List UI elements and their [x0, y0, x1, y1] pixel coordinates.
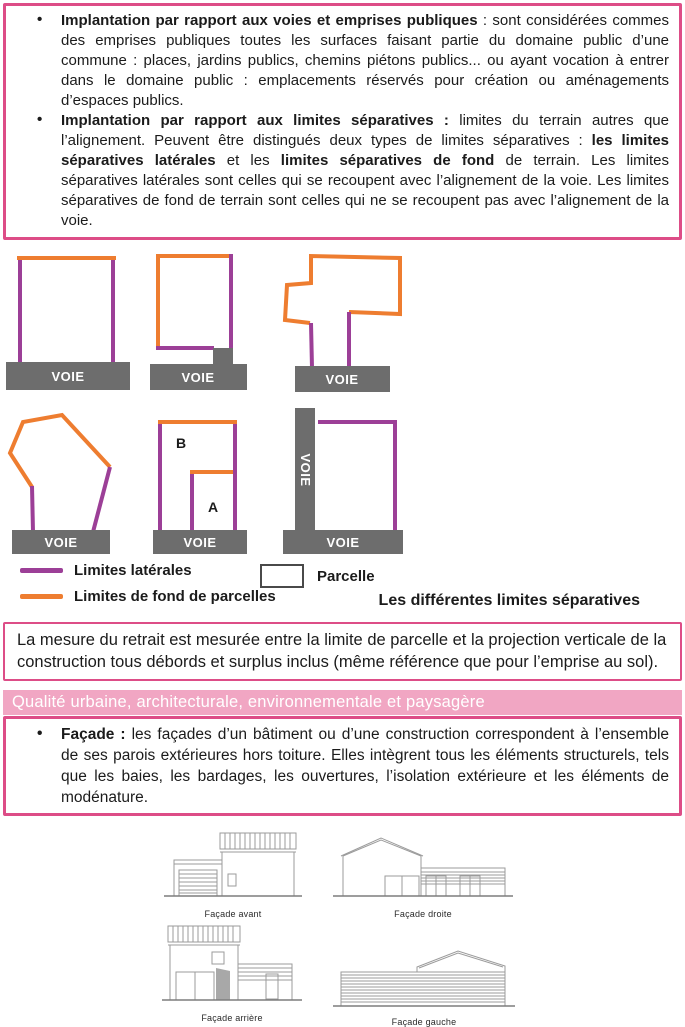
parcel-diagram-6 [283, 408, 403, 554]
definition-term: Façade : [61, 726, 126, 743]
long-wall [341, 972, 505, 1006]
definition-item-voies [12, 11, 669, 111]
facade-gauche-figure [333, 948, 515, 1027]
document-page [0, 3, 685, 1027]
definition-text: et les [215, 152, 281, 169]
lot-a-label: A [207, 499, 219, 515]
fond-limit-line [285, 256, 400, 323]
parcel-diagrams-svg [0, 252, 685, 562]
legend [20, 562, 276, 614]
legend-item-fond [20, 588, 276, 605]
facade-avant-label: Façade avant [204, 909, 262, 919]
definition-text: de terrain. Les limites séparatives latérales sont celles qui se recoupent avec l’alignement de la voie. Les limites séparatives de fond de terrain sont celles qui ne se recoupent pas avec l’alignement de la voie. [61, 152, 670, 229]
extension-wall [238, 964, 292, 1000]
facade-gauche-drawing [333, 948, 515, 1012]
bullet-marker: • [37, 725, 43, 742]
facade-arriere-drawing [162, 924, 302, 1008]
definition-item-limites [12, 111, 669, 231]
parcel-diagram-3 [285, 256, 400, 392]
lateral-limit-line [311, 323, 312, 368]
facade-arriere-figure [162, 924, 302, 1023]
legend-label: Limites de fond de parcelles [74, 588, 276, 605]
definition-box-retrait [3, 622, 682, 681]
legend-label: Limites latérales [74, 562, 192, 579]
facade-avant-figure [164, 832, 302, 919]
voie-label: VOIE [183, 535, 217, 550]
definition-term: Implantation par rapport aux limites séparatives : [61, 112, 449, 129]
parcel-diagram-1 [6, 256, 130, 390]
facade-droite-figure [333, 832, 513, 919]
shaded-door [216, 968, 230, 1000]
lateral-limit-line [32, 486, 33, 532]
fond-limit-line [158, 256, 231, 350]
bullet-marker: • [37, 11, 43, 28]
fond-limit-line [10, 415, 110, 487]
figure-caption: Les différentes limites séparatives [378, 592, 640, 609]
section-header-qualite: Qualité urbaine, architecturale, environnementale et paysagère [3, 690, 682, 715]
definition-bold-inline: limites séparatives de fond [280, 152, 495, 169]
definition-text: : sont considérées commes des emprises publiques toutes les surfaces faisant partie du domaine public d’une commune : places, jardins publics, chemins piétons publics... ou ayant vocation à entrer dans le domaine public : emplacements réservés pour création ou aménagements d’espaces publics. [61, 12, 669, 109]
legend-item-laterales [20, 562, 276, 579]
entry-door [228, 874, 236, 886]
voie-label: VOIE [181, 370, 215, 385]
facade-gauche-label: Façade gauche [391, 1017, 457, 1027]
extension-door [266, 974, 278, 999]
definition-text: limites du terrain autres que l’alignement. Peuvent être distingués deux types de limites séparatives : [61, 112, 669, 149]
facade-arriere-label: Façade arrière [201, 1013, 263, 1023]
lateral-limit-line [93, 467, 110, 532]
legend-label: Parcelle [317, 567, 375, 585]
window [212, 952, 224, 964]
purple-line-swatch [20, 568, 63, 573]
definition-item-facade [12, 724, 669, 808]
parcel-diagrams-figure [0, 252, 685, 612]
definition-text: les façades d’un bâtiment ou d’une construction correspondent à l’ensemble de ses parois extérieures hors toiture. Elles intègrent tous les éléments structurels, tels que les baies, les bardages, les ouvertures, l’isolation extérieure et les éléments de modénature. [61, 726, 670, 806]
definition-bold-inline: les limites séparatives latérales [61, 132, 670, 169]
parcel-diagram-5 [153, 420, 247, 554]
facade-droite-label: Façade droite [394, 909, 452, 919]
facade-elevations [0, 832, 685, 1027]
orange-line-swatch [20, 594, 63, 599]
roof-balustrade [168, 926, 240, 942]
parcel-diagram-4 [10, 415, 110, 554]
parcel-rect-swatch [260, 564, 304, 588]
lot-b-label: B [175, 435, 187, 451]
definition-box-implantation [3, 3, 682, 240]
voie-label: VOIE [326, 535, 360, 550]
voie-label-vertical: VOIE [298, 453, 313, 487]
voie-label: VOIE [44, 535, 78, 550]
facade-avant-drawing [164, 832, 302, 904]
bullet-marker: • [37, 111, 43, 128]
definition-box-facade [3, 716, 682, 816]
facade-droite-drawing [333, 832, 513, 904]
retrait-text: La mesure du retrait est mesurée entre la limite de parcelle et la projection verticale de la construction tous débords et surplus inclus (même référence que pour l’emprise au sol). [17, 631, 667, 671]
voie-label: VOIE [325, 372, 359, 387]
voie-label: VOIE [51, 369, 85, 384]
lateral-limit-line [318, 422, 395, 532]
legend-item-parcelle [260, 564, 375, 588]
definition-term: Implantation par rapport aux voies et emprises publiques [61, 12, 478, 29]
parcel-diagram-2 [150, 254, 247, 390]
